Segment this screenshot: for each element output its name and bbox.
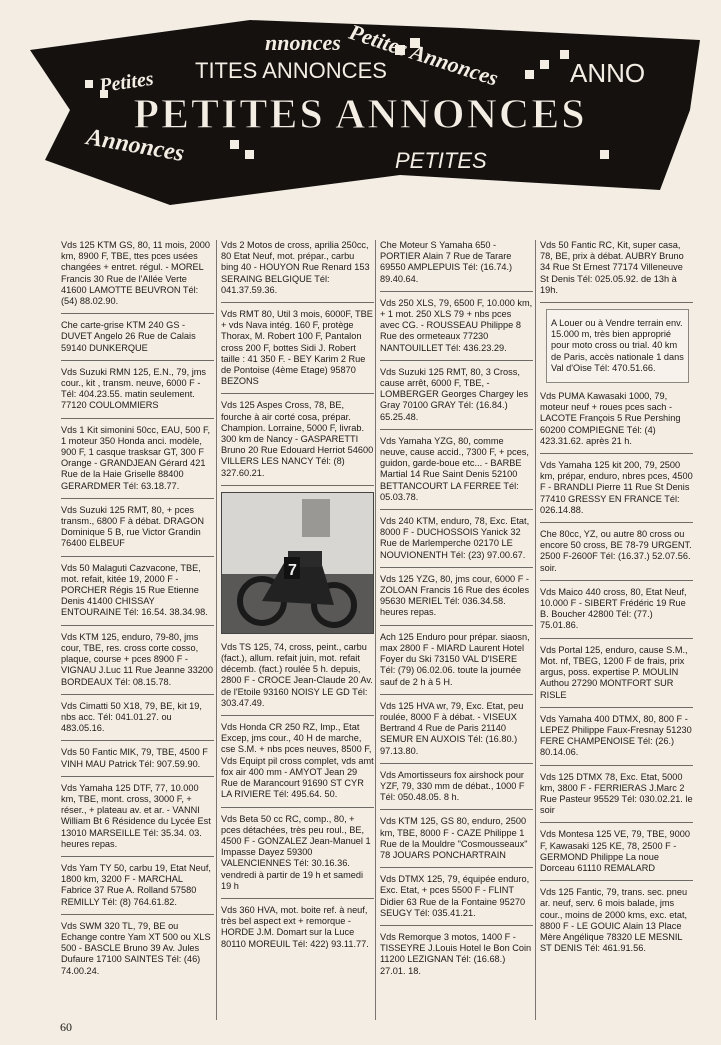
classified-ad: Vds 50 Malaguti Cazvacone, TBE, mot. refait, kitée 19, 2000 F - PORCHER Régis 15 Rue Etienne Denis 41400 CHISSAY ENTOURAINE Tél: 16.54. 38.34.98.: [61, 563, 214, 626]
classified-ad: Vds 2 Motos de cross, aprilia 250cc, 80 Etat Neuf, mot. prépar., carbu bing 40 - HOUYON Rue Renard 153 SERAING BELGIQUE Tél: 041.37.59.36.: [221, 240, 374, 303]
classified-ad: Vds Yamaha YZG, 80, comme neuve, cause accid., 7300 F, + pces, guidon, garde-boue etc... - BARBE Martial 14 Rue Saint Denis 52100 BETTANCOURT LA FERREE Tél: 05.03.78.: [380, 436, 533, 510]
classified-ad: Vds Montesa 125 VE, 79, TBE, 9000 F, Kawasaki 125 KE, 78, 2500 F - GERMOND Philippe La noue Dorceau 61110 REMALARD: [540, 829, 693, 881]
classified-ad: Vds Suzuki 125 RMT, 80, + pces transm., 6800 F à débat. DRAGON Dominique 5 B, rue Victor Grandin 76400 ELBEUF: [61, 505, 214, 557]
banner-fragment: Petites Annonces: [346, 18, 502, 91]
motocross-photo: [221, 492, 374, 634]
classified-ad: Vds DTMX 125, 79, équipée enduro, Exc. Etat, + pces 5500 F - FLINT Didier 63 Rue de la Fontaine 95270 SEUGY Tél: 035.41.21.: [380, 874, 533, 926]
column-divider: [375, 240, 376, 1020]
classified-ad: Che 80cc, YZ, ou autre 80 cross ou encore 50 cross, BE 78-79 URGENT. 2500 F-2600F Tél: (16.37.) 52.07.56. soir.: [540, 529, 693, 581]
classified-ad: Vds 250 XLS, 79, 6500 F, 10.000 km, + 1 mot. 250 XLS 79 + nbs pces avec CG. - ROUSSEAU Philippe 8 Rue des ormeteaux 77230 NANTOUILLET Tél: 436.23.29.: [380, 298, 533, 361]
classified-ad: Vds 125 KTM GS, 80, 11 mois, 2000 km, 8900 F, TBE, ttes pces usées changées + entret. régul. - MOREL Francis 30 Rue de l'Allée Verte 41600 LAMOTTE BEUVRON Tél: (54) 88.02.90.: [61, 240, 214, 314]
motorcycle-illustration: [222, 493, 374, 633]
classified-ad: Vds 125 DTMX 78, Exc. Etat, 5000 km, 3800 F - FERRIERAS J.Marc 2 Rue Pasteur 95529 Tél: 030.02.21. le soir: [540, 772, 693, 824]
banner-graphic: [0, 0, 721, 210]
classified-ad: Vds Portal 125, enduro, cause S.M., Mot. nf, TBEG, 1200 F de frais, prix argus, poss. expertise P. MOULIN Authou 27290 MONTFORT SUR RISLE: [540, 645, 693, 708]
column-divider: [535, 240, 536, 1020]
classified-ad: Vds Cimatti 50 X18, 79, BE, kit 19, nbs acc. Tél: 041.01.27. ou 483.05.16.: [61, 701, 214, 742]
banner-fragment: nnonces: [265, 30, 341, 55]
plate-number: 7: [288, 561, 297, 579]
classified-columns: [0, 240, 721, 1020]
classified-ad: Vds KTM 125, GS 80, enduro, 2500 km, TBE, 8000 F - CAZE Philippe 1 Rue de la Mouldre "Cosmousseaux" 78 JOUARS PONCHARTRAIN: [380, 816, 533, 868]
banner-checker: [85, 80, 93, 88]
classified-ad: Vds Honda CR 250 RZ, Imp., Etat Excep, jms cour., 40 H de marche, cse S.M. + nbs pces neuves, 8500 F, Vds Equipt pil cross complet, vds amt fox air 400 mm - AMYOT Jean 29 Rue de Marancourt 91690 ST CYR LA RIVIERE Tél: 495.64. 50.: [221, 722, 374, 807]
classified-ad: Vds 50 Fantic MIK, 79, TBE, 4500 F VINH MAU Patrick Tél: 907.59.90.: [61, 747, 214, 776]
classified-ad: Vds 50 Fantic RC, Kit, super casa, 78, BE, prix à débat. AUBRY Bruno 34 Rue St Ernest 77174 Villeneuve St Denis Tél: 025.05.92. de 13h à 19h.: [540, 240, 693, 303]
column-1: [61, 240, 214, 1020]
classified-ad: Vds 360 HVA, mot. boite ref. à neuf, très bel aspect ext + remorque - HORDE J.M. Domart sur la Luce 80110 MOREUIL Tél: 422) 93.11.77.: [221, 904, 369, 949]
banner-checker: [560, 50, 569, 59]
banner-checker: [230, 140, 239, 149]
header-banner: [0, 0, 721, 210]
banner-checker: [245, 150, 254, 159]
classified-ad: Vds SWM 320 TL, 79, BE ou Echange contre Yam XT 500 ou XLS 500 - BASCLE Bruno 39 Av. Jules Dufaure 17100 SAINTES Tél: (46) 74.00.24.: [61, 920, 211, 976]
banner-fragment: TITES ANNONCES: [195, 58, 387, 83]
banner-title: PETITES ANNONCES: [133, 92, 587, 138]
classified-ad: Vds Suzuki RMN 125, E.N., 79, jms cour., kit , transm. neuve, 6000 F - Tél: 404.23.55. matin seulement. 77120 COULOMMIERS: [61, 367, 214, 419]
banner-fragment: ANNO: [570, 58, 646, 88]
classified-ad: Vds Suzuki 125 RMT, 80, 3 Cross, cause arrêt, 6000 F, TBE, - LOMBERGER Georges Chargey les Gray 70100 GRAY Tél: (16.84.) 65.25.48.: [380, 367, 533, 430]
page-number: 60: [60, 1020, 72, 1034]
classified-ad: Vds Maico 440 cross, 80, Etat Neuf, 10.000 F - SIBERT Frédéric 19 Rue B. Boucher 42800 Tél: (77.) 75.01.86.: [540, 587, 693, 639]
classified-ad: Vds TS 125, 74, cross, peint., carbu (fact.), allum. refait juin, mot. refait décemb. (fact.) roulée 5 h. depuis, 2800 F - CROCE Jean-Claude 20 Av. de l'Etoile 93160 NOISY LE GD Tél: 303.47.49.: [221, 642, 374, 716]
classified-ad: Vds 1 Kit simonini 50cc, EAU, 500 F, 1 moteur 350 Honda anci. modèle, 900 F, 1 casque trasksar GT, 300 F Orange - GRANDJEAN Gérard 421 Rue de la Haie Griselle 88400 GERARDMER Tél: 63.18.77.: [61, 425, 214, 499]
classified-ad: Vds Yamaha 125 DTF, 77, 10.000 km, TBE, mont. cross, 3000 F, + réser., + plateau av. et ar. - VANNI William Bt 6 Résidence du Lycée Est 13010 MARSEILLE Tél: 35.34. 03. heures repas.: [61, 783, 214, 857]
classified-ad: Vds 125 YZG, 80, jms cour, 6000 F - ZOLOAN Francis 16 Rue des écoles 95630 MERIEL Tél: 036.34.58. heures repas.: [380, 574, 533, 626]
classified-ad: Vds Remorque 3 motos, 1400 F - TISSEYRE J.Louis Hotel le Bon Coin 11200 LEZIGNAN Tél: (16.68.) 27.01. 18.: [380, 931, 532, 976]
classified-ad: Vds KTM 125, enduro, 79-80, jms cour, TBE, res. cross corte cosso, plaque, course + pces 8900 F - VIGNAU J.Luc 11 Rue Jeanne 33200 BORDEAUX Tél: 08.15.78.: [61, 632, 214, 695]
banner-fragment: Annonces: [84, 124, 187, 167]
banner-fragment: PETITES: [395, 148, 487, 173]
classified-ad: Vds 125 Aspes Cross, 78, BE, fourche à air corté cosa, prépar. Champion. Lorraine, 5000 F, livrab. 300 km de Nancy - GASPARETTI Bruno 20 Rue Edouard Herriot 54600 VILLERS LES NANCY Tél: (8) 327.60.21.: [221, 400, 374, 485]
classified-ad: Che Moteur S Yamaha 650 - PORTIER Alain 7 Rue de Tarare 69550 AMPLEPUIS Tél: (16.74.) 89.40.64.: [380, 240, 533, 292]
banner-checker: [540, 60, 549, 69]
classified-ad: Vds Amortisseurs fox airshock pour YZF, 79, 330 mm de débat., 1000 F Tél: 050.48.05. 8 h.: [380, 770, 533, 811]
column-divider: [216, 240, 217, 1020]
framed-ad: A Louer ou à Vendre terrain env. 15.000 m, très bien approprié pour moto cross ou trial. 40 km de Paris, accès nationale 1 dans Val d'Oise Tél: 470.51.66.: [546, 309, 689, 383]
banner-checker: [600, 150, 609, 159]
classified-ad: Vds PUMA Kawasaki 1000, 79, moteur neuf + roues pces sach - LACOTE François 5 Rue Pershing 60200 COMPIEGNE Tél: (4) 423.31.62. après 21 h.: [540, 391, 693, 454]
classified-ad: Ach 125 Enduro pour prépar. siaosn, max 2800 F - MIARD Laurent Hotel Foyer du Ski 73150 VAL D'ISERE Tél: (79) 06.02.06. toute la journée sauf de 2 h à 5 H.: [380, 632, 533, 695]
classified-ad: Vds 125 HVA wr, 79, Exc. Etat, peu roulée, 8000 F à débat. - VISEUX Bertrand 4 Rue de Paris 21140 SEMUR EN AUXOIS Tél: (16.80.) 97.13.80.: [380, 701, 533, 764]
classified-ad: Vds 240 KTM, enduro, 78, Exc. Etat, 8000 F - DUCHOSSOIS Yanick 32 Rue de Marlemperche 02170 LE NOUVIONENTH Tél: (23) 97.00.67.: [380, 516, 533, 568]
column-4: [540, 240, 693, 1020]
column-2: [221, 240, 374, 1020]
classified-ad: Che carte-grise KTM 240 GS - DUVET Angelo 26 Rue de Calais 59140 DUNKERQUE: [61, 320, 214, 361]
classified-ad: Vds Yamaha 125 kit 200, 79, 2500 km, prépar, enduro, nbres pces, 4500 F - BRANDLI Pierre 11 Rue St Denis 77410 GRESSY EN FRANCE Tél: 026.14.88.: [540, 460, 693, 523]
classified-ad: Vds Beta 50 cc RC, comp., 80, + pces détachées, très peu roul., BE, 4500 F - GONZALEZ Jean-Manuel 1 Impasse Dayez 59300 VALENCIENNES Tél: 30.16.36. vendredi à partir de 19 h et samedi 19 h: [221, 814, 374, 899]
banner-checker: [525, 70, 534, 79]
classified-ad: Vds RMT 80, Util 3 mois, 6000F, TBE + vds Nava intég. 160 F, protège Thorax, M. Robert 100 F, Pantalon cross 200 F, bottes Sidi J. Robert taille : 41 350 F. - BEY Karim 2 Rue de Pontoise (4ème Etage) 95870 BEZONS: [221, 309, 374, 394]
banner-fragment: Petites: [97, 67, 155, 98]
classified-ad: Vds Yamaha 400 DTMX, 80, 800 F - LEPEZ Philippe Faux-Fresnay 51230 FERE CHAMPENOISE Tél: (26.) 80.14.06.: [540, 714, 693, 766]
classified-ad: Vds 125 Fantic, 79, trans. sec. pneu ar. neuf, serv. 6 mois balade, jms cour., moins de 2000 kms, exc. etat, 8800 F - LE GOUIC Alain 13 Place Mère Angélique 78320 LE MESNIL ST DENIS Tél: 461.91.56.: [540, 887, 688, 954]
photo-window: [302, 499, 330, 537]
column-3: [380, 240, 533, 1020]
classified-ad: Vds Yam TY 50, carbu 19, Etat Neuf, 1800 km, 3200 F - MARCHAL Fabrice 37 Rue A. Rolland 57580 REMILLY Tél: (8) 764.61.82.: [61, 863, 214, 915]
